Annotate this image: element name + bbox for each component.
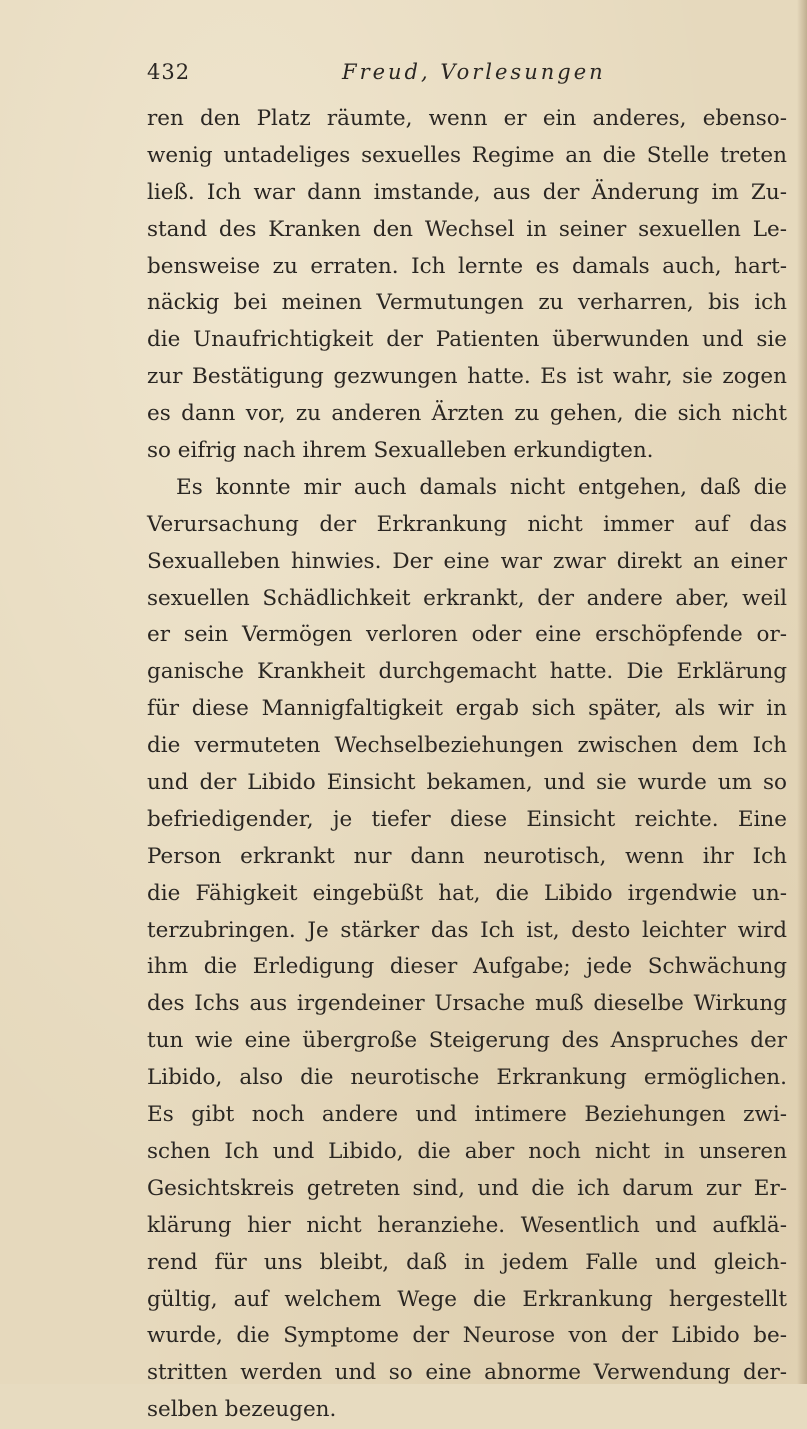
text-line: klärung hier nicht heranziehe. Wesentlich und aufklä- — [147, 1212, 787, 1238]
text-line: ließ. Ich war dann imstande, aus der Änderung im Zu- — [147, 179, 787, 205]
page-edge-shadow — [797, 0, 807, 1384]
text-line: ganische Krankheit durchgemacht hatte. Die Erklärung — [147, 659, 787, 685]
text-line: des Ichs aus irgendeiner Ursache muß dieselbe Wirkung — [147, 991, 787, 1017]
text-line: Person erkrankt nur dann neurotisch, wenn ihr Ich — [147, 843, 787, 869]
text-line: wurde, die Symptome der Neurose von der Libido be- — [147, 1323, 787, 1349]
text-line: für diese Mannigfaltigkeit ergab sich später, als wir in — [147, 696, 787, 722]
text-line: rend für uns bleibt, daß in jedem Falle und gleich- — [147, 1249, 787, 1275]
text-line: befriedigender, je tiefer diese Einsicht reichte. Eine — [147, 806, 787, 832]
text-line: selben bezeugen. — [147, 1397, 337, 1423]
text-line: stand des Kranken den Wechsel in seiner sexuellen Le- — [147, 216, 787, 242]
text-line: tun wie eine übergroße Steigerung des Anspruches der — [147, 1028, 787, 1054]
text-line: und der Libido Einsicht bekamen, und sie wurde um so — [147, 770, 787, 796]
page-number: 432 — [147, 60, 191, 84]
body-text — [147, 101, 787, 1429]
text-line: ren den Platz räumte, wenn er ein anderes, ebenso- — [147, 106, 787, 131]
paragraph-start-line: Es konnte mir auch damals nicht entgehen, daß die — [176, 474, 787, 500]
text-line: wenig untadeliges sexuelles Regime an die Stelle treten — [147, 142, 787, 168]
text-line: so eifrig nach ihrem Sexualleben erkundigten. — [147, 438, 654, 464]
text-line: er sein Vermögen verloren oder eine erschöpfende or- — [147, 622, 787, 648]
text-line: Gesichtskreis getreten sind, und die ich darum zur Er- — [147, 1175, 787, 1201]
running-title: Freud, Vorlesungen — [342, 60, 606, 84]
text-line: die vermuteten Wechselbeziehungen zwischen dem Ich — [147, 733, 787, 759]
text-line: sexuellen Schädlichkeit erkrankt, der andere aber, weil — [147, 585, 787, 611]
text-line: terzubringen. Je stärker das Ich ist, desto leichter wird — [147, 917, 787, 943]
text-line: die Unaufrichtigkeit der Patienten überwunden und sie — [147, 327, 787, 353]
text-line: stritten werden und so eine abnorme Verwendung der- — [147, 1360, 787, 1386]
text-line: Verursachung der Erkrankung nicht immer auf das — [147, 511, 787, 537]
text-line: Sexualleben hinwies. Der eine war zwar direkt an einer — [147, 548, 787, 574]
text-line: es dann vor, zu anderen Ärzten zu gehen, die sich nicht — [147, 401, 787, 427]
page-header — [147, 60, 787, 92]
text-line: Es gibt noch andere und intimere Beziehungen zwi- — [147, 1102, 787, 1128]
text-line: Libido, also die neurotische Erkrankung ermöglichen. — [147, 1065, 787, 1091]
text-line: zur Bestätigung gezwungen hatte. Es ist wahr, sie zogen — [147, 364, 787, 390]
text-line: bensweise zu erraten. Ich lernte es damals auch, hart- — [147, 253, 787, 279]
text-line: die Fähigkeit eingebüßt hat, die Libido irgendwie un- — [147, 880, 787, 906]
text-line: schen Ich und Libido, die aber noch nicht in unseren — [147, 1138, 787, 1164]
text-line: ihm die Erledigung dieser Aufgabe; jede Schwächung — [147, 954, 787, 980]
text-line: gültig, auf welchem Wege die Erkrankung hergestellt — [147, 1286, 787, 1312]
text-line: näckig bei meinen Vermutungen zu verharren, bis ich — [147, 290, 787, 316]
